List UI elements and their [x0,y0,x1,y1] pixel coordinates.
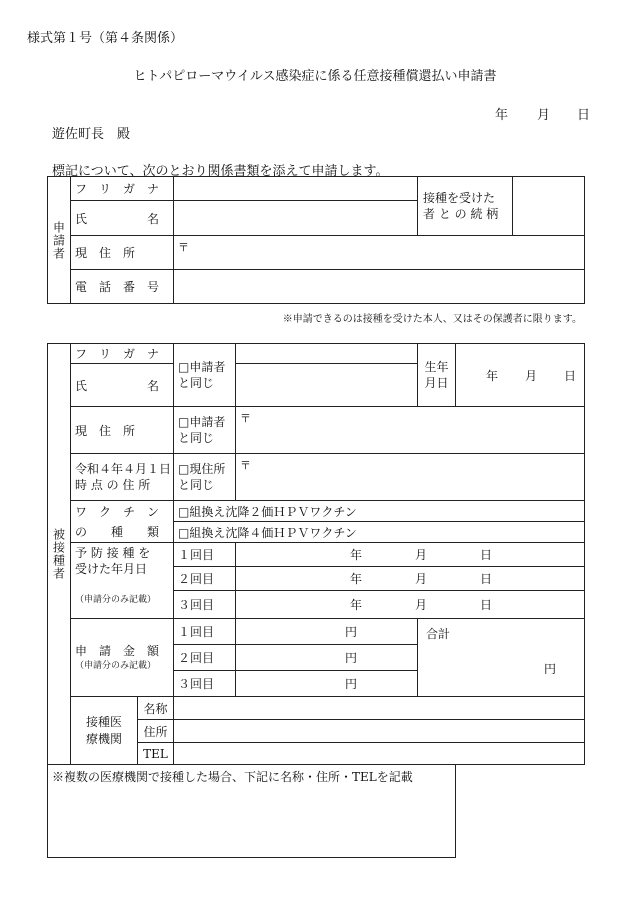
date-month-label: 月 [537,108,551,123]
amount-note: （申請分のみ記載） [75,660,157,671]
clinic-name-label: 名称 [138,697,174,720]
date-year-label: 年 [495,108,509,123]
total-amount-field[interactable] [418,619,585,697]
address-same-line-1: □申請者 [178,414,226,429]
birth-label [418,344,456,407]
recipient-section-label: 被接種者 [48,344,71,765]
birth-label-line-2: 月日 [424,376,449,390]
same-as-current-line-1: □現住所 [178,461,226,476]
amount-label [71,619,174,697]
vaccination-date-line-2: 受けた年月日 [75,562,148,577]
applicant-furigana-label: フ リ ガ ナ [71,177,174,201]
recipient-postal-mark: 〒 [240,412,252,425]
total-label: 合計 [426,627,451,641]
intro-text: 標記について、次のとおり関係書類を添えて申請します。 [52,164,389,179]
dose-1-day: 日 [479,548,492,562]
clinic-label-line-2: 療機関 [85,731,122,746]
multi-clinic-notes-area[interactable] [48,765,456,858]
amount-dose-2-yen: 円 [345,651,358,665]
clinic-tel-label: TEL [138,743,174,765]
same-as-current-line-2: と同じ [178,478,215,492]
birth-year-label: 年 [486,368,499,383]
form-number: 様式第１号（第４条関係） [27,31,184,46]
clinic-address-label: 住所 [138,720,174,743]
total-yen: 円 [544,662,557,676]
dose-3-year: 年 [350,598,363,612]
amount-dose-1-label: １回目 [174,619,236,645]
applicant-name-field[interactable] [174,201,418,236]
vaccination-date-note: （申請分のみ記載） [75,595,157,606]
applicant-phone-label: 電 話 番 号 [71,270,174,304]
amount-dose-3-label: ３回目 [174,671,236,697]
dose-1-year: 年 [350,548,363,562]
addressee: 遊佐町長 殿 [52,127,131,142]
clinic-address-field[interactable] [174,720,585,743]
applicant-note: ※申請できるのは接種を受けた本人、又はその保護者に限ります。 [282,314,582,325]
dose-1-date-field[interactable] [236,543,585,567]
vaccination-date-line-1: 予 防 接 種 を [75,546,151,560]
applicant-name-label: 氏 名 [71,201,174,236]
vaccine-option-2-valent[interactable]: □組換え沈降２価ＨＰＶワクチン [174,501,585,522]
relation-field[interactable] [513,177,585,236]
same-as-applicant-line-1: □申請者 [178,359,226,374]
recipient-table [47,343,585,858]
recipient-furigana-field[interactable] [236,344,418,364]
recipient-name-label: 氏 名 [71,364,174,407]
relation-label-line-2: 者 と の 続 柄 [423,207,499,221]
dose-1-month: 月 [415,548,428,562]
recipient-address-label: 現 住 所 [71,407,174,454]
past-address-field[interactable] [236,454,585,501]
amount-label-text: 申 請 金 額 [75,644,160,659]
birth-label-line-1: 生年 [424,359,449,374]
form-title: ヒトパピローマウイルス感染症に係る任意接種償還払い申請書 [133,69,497,84]
recipient-furigana-label: フ リ ガ ナ [71,344,174,364]
birth-month-label: 月 [525,368,538,383]
applicant-postal-mark: 〒 [178,241,189,254]
birth-date-field[interactable] [456,344,585,407]
dose-2-date-field[interactable] [236,567,585,591]
applicant-address-field[interactable] [174,236,585,270]
amount-dose-1-yen: 円 [345,625,358,639]
same-as-current-checkbox[interactable] [174,454,236,501]
dose-3-month: 月 [415,598,428,612]
relation-label-line-1: 接種を受けた [423,190,496,205]
dose-1-label: １回目 [174,543,236,567]
date-day-label: 日 [577,108,591,123]
past-address-line-1: 令和４年４月１日 [75,461,172,476]
dose-2-label: ２回目 [174,567,236,591]
recipient-name-field[interactable] [236,364,418,407]
applicant-address-label: 現 住 所 [71,236,174,270]
multi-clinic-note: ※複数の医療機関で接種した場合、下記に名称・住所・TELを記載 [52,770,413,784]
amount-dose-3-yen: 円 [345,677,358,691]
relation-label [418,177,513,236]
recipient-address-field[interactable] [236,407,585,454]
birth-day-label: 日 [563,368,576,383]
vaccination-date-label [71,543,174,619]
vaccine-option-4-valent[interactable]: □組換え沈降４価ＨＰＶワクチン [174,522,585,543]
amount-dose-3-field[interactable] [236,671,418,697]
applicant-section-label: 申請者 [48,177,71,304]
clinic-label-line-1: 接種医 [85,715,122,730]
dose-3-day: 日 [479,598,492,612]
vaccine-label-line-1: ワ ク チ ン [71,501,174,522]
applicant-table [47,176,585,304]
dose-2-month: 月 [415,572,428,586]
dose-2-day: 日 [479,572,492,586]
applicant-furigana-field[interactable] [174,177,418,201]
past-postal-mark: 〒 [240,459,252,472]
amount-dose-2-label: ２回目 [174,645,236,671]
vaccine-label-line-2: の 種 類 [71,522,174,543]
dose-3-label: ３回目 [174,591,236,619]
past-address-label [71,454,174,501]
amount-dose-1-field[interactable] [236,619,418,645]
amount-dose-2-field[interactable] [236,645,418,671]
applicant-phone-field[interactable] [174,270,585,304]
dose-3-date-field[interactable] [236,591,585,619]
address-same-as-applicant-checkbox[interactable] [174,407,236,454]
address-same-line-2: と同じ [178,431,215,445]
clinic-name-field[interactable] [174,697,585,720]
same-as-applicant-checkbox[interactable] [174,344,236,407]
clinic-label [71,697,138,765]
past-address-line-2: 時 点 の 住 所 [75,478,151,492]
dose-2-year: 年 [350,572,363,586]
clinic-tel-field[interactable] [174,743,585,765]
same-as-applicant-line-2: と同じ [178,376,215,390]
